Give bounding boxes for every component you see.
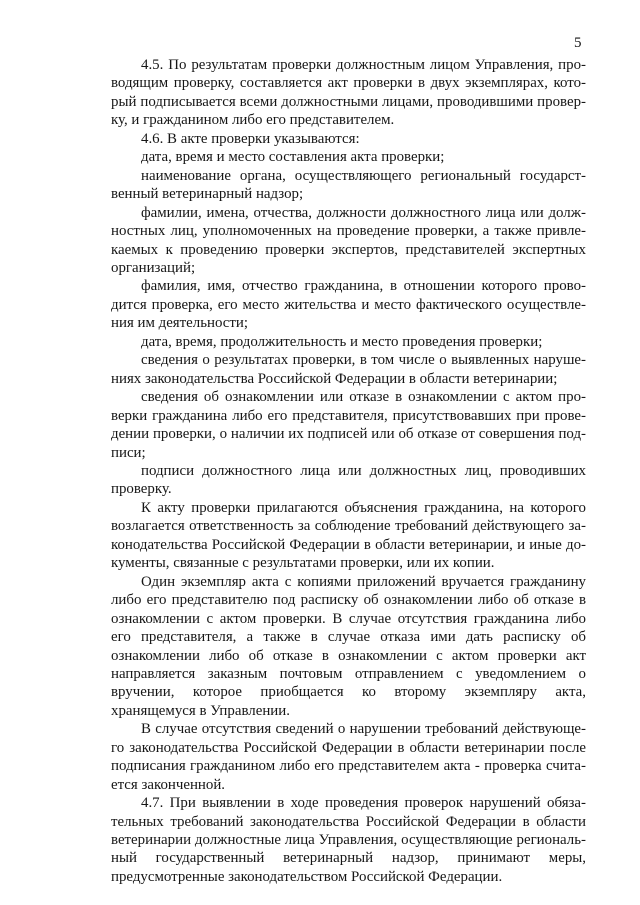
paragraph-4-6-intro: 4.6. В акте проверки указываются: [141,130,360,147]
paragraph-delivery: Один экземпляр акта с копиями приложений вручается гражданину либо его представителю под расписку об ознакомлении либо об отказе в ознакомлении с актом проверки. В случае отсутствия гражданина либо его представителя, а также в случае отказа ими дать расписку об ознакомлении либо об отказе в ознакомлении с актом проверки акт направляется заказным почтовым отправлением с уведомлением о вручении, которое приобщается ко второму экземпляру акта, хранящемуся в Управлении. [111,573,586,719]
document-body [111,56,586,886]
paragraph-no-violations: В случае отсутствия сведений о нарушении требований действующего законодательства Российской Федерации в области ветеринарии после подписания гражданином либо его представителем акта - проверка считается законченной. [111,721,586,793]
list-item-authority-name: наименование органа, осуществляющего региональный государственный ветеринарный надзор; [111,167,586,203]
list-item-inspection-time: дата, время, продолжительность и место проведения проверки; [141,333,543,350]
list-item-date-place: дата, время и место составления акта проверки; [141,149,445,166]
list-item-results: сведения о результатах проверки, в том числе о выявленных нарушениях законодательства Российской Федерации в области ветеринарии; [111,352,586,387]
paragraph-attachments: К акту проверки прилагаются объяснения гражданина, на которого возлагается ответственность за соблюдение требований действующего законодательства Российской Федерации в области ветеринарии, и иные документы, связанные с результатами проверки, или их копии. [111,499,586,572]
paragraph-4-7: 4.7. При выявлении в ходе проведения проверок нарушений обязательных требований законодательства Российской Федерации в области ветеринарии должностные лица Управления, осуществляющие региональный государственный ветеринарный надзор, принимают меры, предусмотренные законодательством Российской Федерации. [111,795,586,885]
list-item-citizen: фамилия, имя, отчество гражданина, в отношении которого проводится проверка, его место жительства и место фактического осуществления им деятельности; [111,278,586,332]
list-item-acquaintance: сведения об ознакомлении или отказе в ознакомлении с актом проверки гражданина либо его представителя, присутствовавших при проведении проверки, о наличии их подписей или об отказе от совершения подписи; [111,389,586,461]
paragraph-4-5: 4.5. По результатам проверки должностным лицом Управления, проводящим проверку, составляется акт проверки в двух экземплярах, который подписывается всеми должностными лицами, проводившими проверку, и гражданином либо его представителем. [111,57,586,129]
page-number: 5 [574,35,582,51]
list-item-officials: фамилии, имена, отчества, должности должностного лица или должностных лиц, уполномоченных на проведение проверки, а также привлекаемых к проведению проверки экспертов, представителей экспертных организаций; [111,204,586,276]
list-item-signatures: подписи должностного лица или должностных лиц, проводивших проверку. [111,462,586,498]
